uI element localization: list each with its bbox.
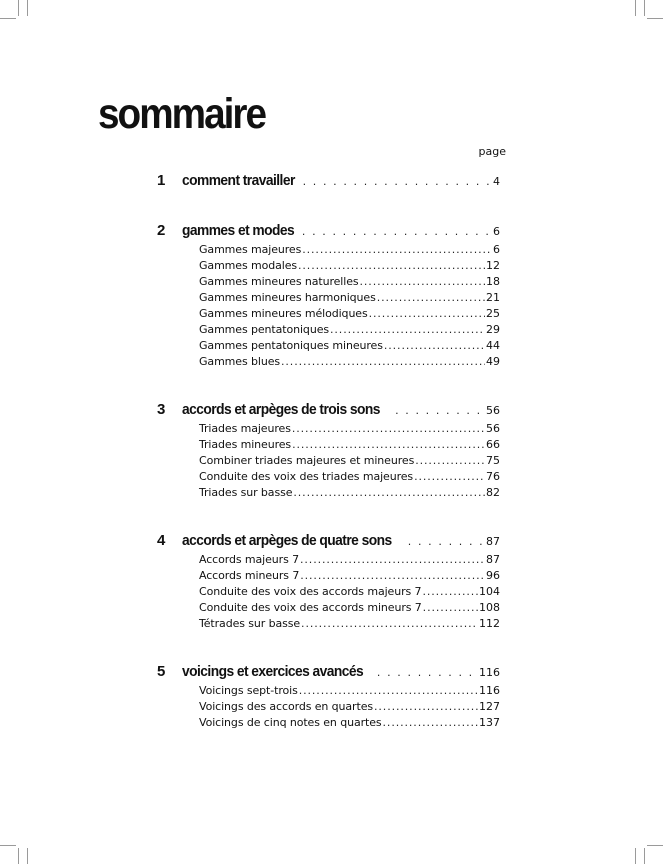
section-page-number: 29 [486, 323, 500, 336]
toc-section-list [157, 243, 500, 371]
dot-leader [408, 535, 483, 548]
dot-leader [383, 716, 478, 729]
toc-section-row [199, 716, 500, 732]
toc-chapter [157, 663, 500, 732]
section-page-number: 66 [486, 438, 500, 451]
toc-section-row [199, 700, 500, 716]
dot-leader [281, 355, 485, 368]
toc-section-row [199, 569, 500, 585]
section-title: Triades sur basse [199, 486, 293, 499]
dot-leader [302, 225, 490, 238]
toc-section-row [199, 438, 500, 454]
dot-leader [302, 243, 492, 256]
crop-mark [18, 0, 19, 16]
chapter-page-number: 6 [493, 225, 500, 238]
toc-chapter [157, 222, 500, 371]
toc-section-list [157, 422, 500, 502]
toc-section-row [199, 243, 500, 259]
section-page-number: 6 [493, 243, 500, 256]
section-title: Accords majeurs 7 [199, 553, 299, 566]
section-page-number: 127 [479, 700, 500, 713]
dot-leader [395, 404, 483, 417]
toc-section-row [199, 684, 500, 700]
toc-chapter [157, 532, 500, 633]
crop-mark [635, 0, 636, 16]
dot-leader [369, 307, 485, 320]
toc-section-row [199, 553, 500, 569]
chapter-title: gammes et modes [182, 222, 295, 239]
crop-mark [647, 18, 663, 19]
section-title: Voicings de cinq notes en quartes [199, 716, 382, 729]
section-page-number: 75 [486, 454, 500, 467]
dot-leader [384, 339, 485, 352]
dot-leader [422, 585, 478, 598]
dot-leader [292, 438, 485, 451]
section-title: Conduite des voix des accords mineurs 7 [199, 601, 422, 614]
section-page-number: 18 [486, 275, 500, 288]
toc-section-row [199, 601, 500, 617]
crop-mark [644, 848, 645, 864]
section-page-number: 25 [486, 307, 500, 320]
section-page-number: 44 [486, 339, 500, 352]
crop-mark [647, 845, 663, 846]
section-title: Accords mineurs 7 [199, 569, 300, 582]
toc-section-row [199, 470, 500, 486]
page-column-label: page [478, 145, 506, 158]
table-of-contents [157, 172, 500, 762]
toc-section-row [199, 617, 500, 633]
dot-leader [377, 666, 476, 679]
section-page-number: 108 [479, 601, 500, 614]
section-page-number: 116 [479, 684, 500, 697]
chapter-number: 2 [157, 222, 166, 239]
crop-mark [18, 848, 19, 864]
section-title: Gammes mineures naturelles [199, 275, 359, 288]
crop-mark [0, 845, 16, 846]
section-page-number: 137 [479, 716, 500, 729]
section-title: Conduite des voix des triades majeures [199, 470, 414, 483]
section-title: Gammes mineures harmoniques [199, 291, 376, 304]
chapter-page-number: 56 [486, 404, 500, 417]
section-page-number: 87 [486, 553, 500, 566]
dot-leader [414, 470, 485, 483]
chapter-title: voicings et exercices avancés [182, 663, 364, 680]
toc-section-row [199, 454, 500, 470]
toc-section-row [199, 307, 500, 323]
toc-section-list [157, 684, 500, 732]
section-title: Gammes blues [199, 355, 280, 368]
section-title: Gammes majeures [199, 243, 302, 256]
section-title: Voicings sept-trois [199, 684, 298, 697]
section-page-number: 104 [479, 585, 500, 598]
chapter-number: 3 [157, 401, 166, 418]
chapter-title: accords et arpèges de trois sons [182, 401, 380, 418]
section-page-number: 12 [486, 259, 500, 272]
section-title: Tétrades sur basse [199, 617, 301, 630]
section-page-number: 112 [479, 617, 500, 630]
section-page-number: 96 [486, 569, 500, 582]
crop-mark [0, 18, 16, 19]
toc-section-row [199, 339, 500, 355]
chapter-title: comment travailler [182, 172, 295, 189]
section-title: Voicings des accords en quartes [199, 700, 373, 713]
section-page-number: 76 [486, 470, 500, 483]
chapter-title: accords et arpèges de quatre sons [182, 532, 392, 549]
dot-leader [423, 601, 478, 614]
dot-leader [301, 617, 478, 630]
crop-mark [644, 0, 645, 16]
crop-mark [27, 0, 28, 16]
toc-section-list [157, 553, 500, 633]
page-title: sommaire [98, 90, 266, 138]
dot-leader [299, 684, 478, 697]
toc-chapter-row [157, 222, 500, 242]
section-page-number: 82 [486, 486, 500, 499]
toc-section-row [199, 323, 500, 339]
toc-section-row [199, 259, 500, 275]
section-title: Gammes mineures mélodiques [199, 307, 368, 320]
dot-leader [293, 486, 485, 499]
chapter-number: 5 [157, 663, 166, 680]
chapter-number: 1 [157, 172, 166, 189]
chapter-page-number: 116 [479, 666, 500, 679]
toc-chapter-row [157, 532, 500, 552]
dot-leader [303, 175, 490, 188]
section-title: Combiner triades majeures et mineures [199, 454, 415, 467]
section-page-number: 49 [486, 355, 500, 368]
toc-section-row [199, 275, 500, 291]
dot-leader [360, 275, 485, 288]
dot-leader [292, 422, 485, 435]
toc-section-row [199, 486, 500, 502]
dot-leader [298, 259, 485, 272]
dot-leader [300, 569, 485, 582]
dot-leader [300, 553, 485, 566]
dot-leader [330, 323, 485, 336]
chapter-page-number: 4 [493, 175, 500, 188]
dot-leader [415, 454, 485, 467]
section-page-number: 21 [486, 291, 500, 304]
toc-section-row [199, 585, 500, 601]
dot-leader [374, 700, 478, 713]
crop-mark [27, 848, 28, 864]
dot-leader [377, 291, 485, 304]
section-title: Gammes modales [199, 259, 298, 272]
toc-section-row [199, 422, 500, 438]
toc-section-row [199, 355, 500, 371]
section-title: Conduite des voix des accords majeurs 7 [199, 585, 422, 598]
section-title: Triades mineures [199, 438, 292, 451]
section-title: Gammes pentatoniques [199, 323, 329, 336]
section-title: Triades majeures [199, 422, 291, 435]
toc-section-row [199, 291, 500, 307]
crop-mark [635, 848, 636, 864]
section-title: Gammes pentatoniques mineures [199, 339, 383, 352]
chapter-page-number: 87 [486, 535, 500, 548]
toc-chapter-row [157, 172, 500, 192]
section-page-number: 56 [486, 422, 500, 435]
toc-chapter [157, 401, 500, 502]
toc-chapter [157, 172, 500, 192]
toc-chapter-row [157, 401, 500, 421]
toc-chapter-row [157, 663, 500, 683]
chapter-number: 4 [157, 532, 166, 549]
